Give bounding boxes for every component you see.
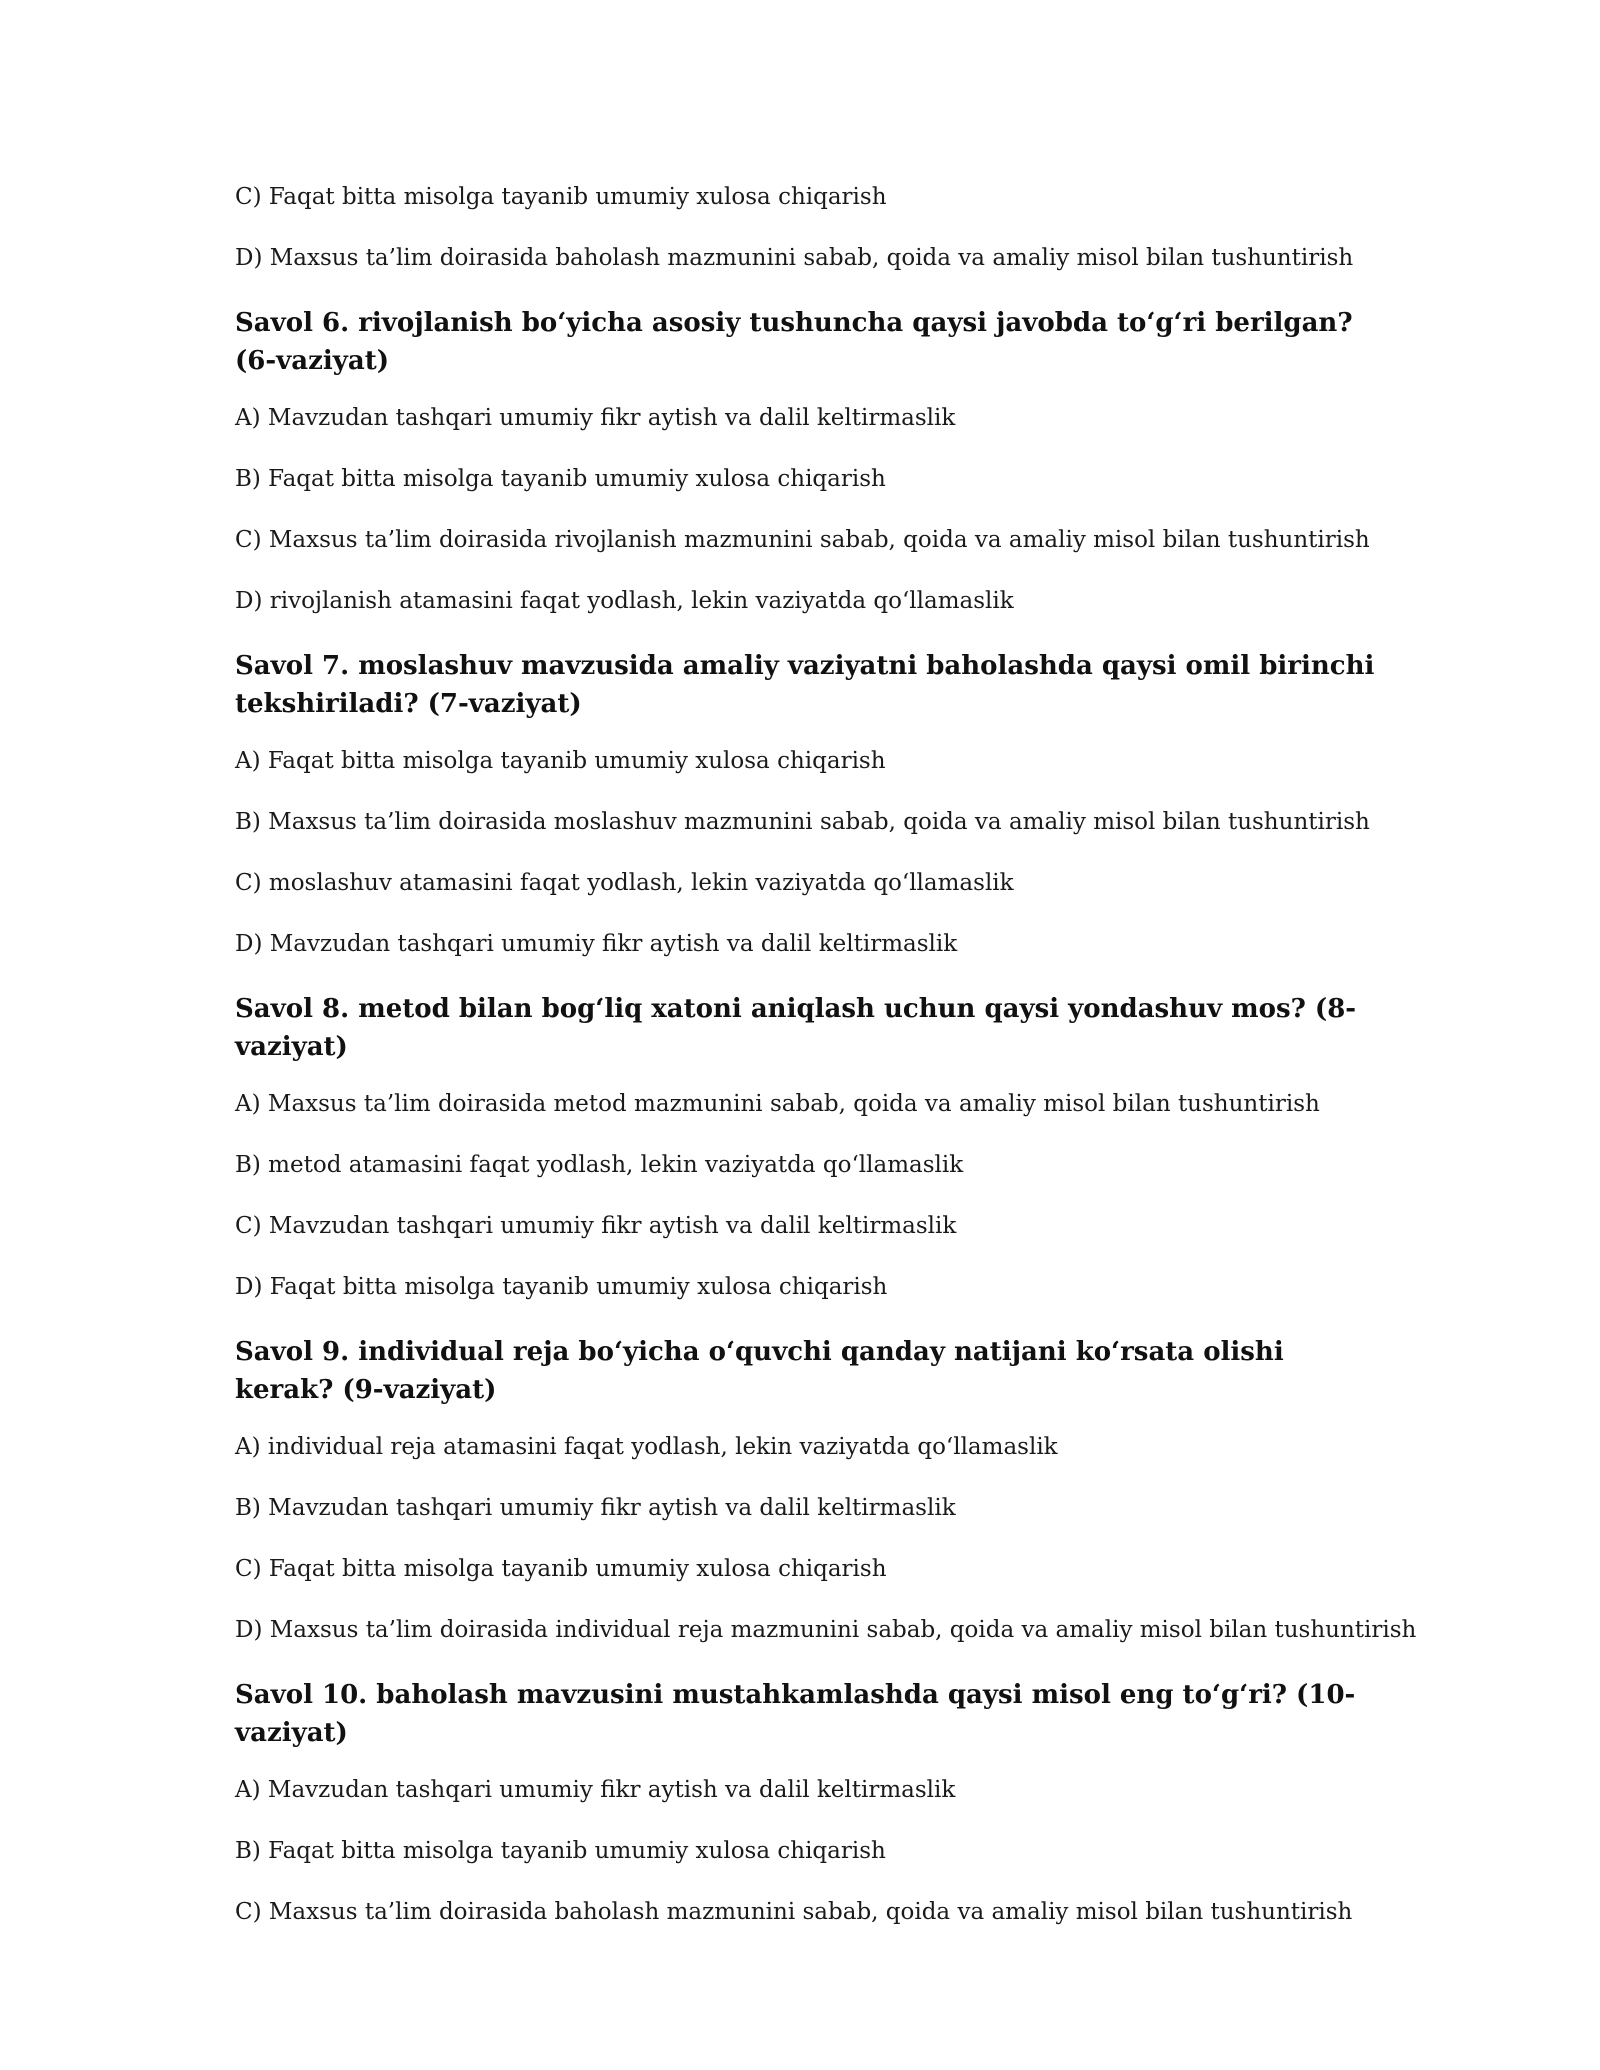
answer-option-b: B) Maxsus ta’lim doirasida moslashuv mazmunini sabab, qoida va amaliy misol bilan tushuntirish	[235, 809, 1370, 835]
answer-option: D) Maxsus ta’lim doirasida baholash mazmunini sabab, qoida va amaliy misol bilan tushuntirish	[235, 245, 1354, 271]
question-block-9	[235, 1333, 1417, 1645]
answer-option-c: C) Maxsus ta’lim doirasida rivojlanish mazmunini sabab, qoida va amaliy misol bilan tushuntirish	[235, 527, 1370, 553]
answer-option: C) Faqat bitta misolga tayanib umumiy xulosa chiqarish	[235, 184, 887, 210]
answer-option-d: D) Faqat bitta misolga tayanib umumiy xulosa chiqarish	[235, 1274, 888, 1300]
question-title: Savol 8. metod bilan bog‘liq xatoni aniqlash uchun qaysi yondashuv mos? (8-vaziyat)	[235, 994, 1357, 1062]
answer-option-c: C) Maxsus ta’lim doirasida baholash mazmunini sabab, qoida va amaliy misol bilan tushuntirish	[235, 1899, 1353, 1925]
question-block-7	[235, 647, 1385, 959]
question-title: Savol 7. moslashuv mavzusida amaliy vaziyatni baholashda qaysi omil birinchi tekshiriladi? (7-vaziyat)	[235, 651, 1375, 719]
answer-option-c: C) Mavzudan tashqari umumiy fikr aytish va dalil keltirmaslik	[235, 1213, 957, 1239]
question-title: Savol 10. baholash mavzusini mustahkamlashda qaysi misol eng to‘g‘ri? (10-vaziyat)	[235, 1680, 1356, 1748]
answer-option-d: D) Mavzudan tashqari umumiy fikr aytish va dalil keltirmaslik	[235, 931, 958, 957]
answer-option-a: A) Maxsus ta’lim doirasida metod mazmunini sabab, qoida va amaliy misol bilan tushuntirish	[235, 1091, 1320, 1117]
answer-option-a: A) Mavzudan tashqari umumiy fikr aytish va dalil keltirmaslik	[235, 1777, 956, 1803]
document-page	[235, 182, 1417, 1958]
answer-option-b: B) metod atamasini faqat yodlash, lekin vaziyatda qo‘llamaslik	[235, 1152, 964, 1178]
answer-option-d: D) rivojlanish atamasini faqat yodlash, lekin vaziyatda qo‘llamaslik	[235, 588, 1014, 614]
question-block-10	[235, 1676, 1385, 1927]
answer-option-a: A) Mavzudan tashqari umumiy fikr aytish va dalil keltirmaslik	[235, 405, 956, 431]
answer-option-d: D) Maxsus ta’lim doirasida individual reja mazmunini sabab, qoida va amaliy misol bilan tushuntirish	[235, 1617, 1417, 1643]
answer-option-a: A) Faqat bitta misolga tayanib umumiy xulosa chiqarish	[235, 748, 886, 774]
question-block-8	[235, 990, 1385, 1302]
answer-option-b: B) Faqat bitta misolga tayanib umumiy xulosa chiqarish	[235, 466, 886, 492]
answer-option-b: B) Faqat bitta misolga tayanib umumiy xulosa chiqarish	[235, 1838, 886, 1864]
question-title: Savol 6. rivojlanish bo‘yicha asosiy tushuncha qaysi javobda to‘g‘ri berilgan? (6-vaziyat)	[235, 308, 1353, 376]
answer-option-b: B) Mavzudan tashqari umumiy fikr aytish va dalil keltirmaslik	[235, 1495, 956, 1521]
answer-option-a: A) individual reja atamasini faqat yodlash, lekin vaziyatda qo‘llamaslik	[235, 1434, 1058, 1460]
answer-option-c: C) Faqat bitta misolga tayanib umumiy xulosa chiqarish	[235, 1556, 887, 1582]
question-title: Savol 9. individual reja bo‘yicha o‘quvchi qanday natijani ko‘rsata olishi kerak? (9-vaziyat)	[235, 1337, 1284, 1405]
question-block-6	[235, 304, 1385, 616]
answer-option-c: C) moslashuv atamasini faqat yodlash, lekin vaziyatda qo‘llamaslik	[235, 870, 1014, 896]
